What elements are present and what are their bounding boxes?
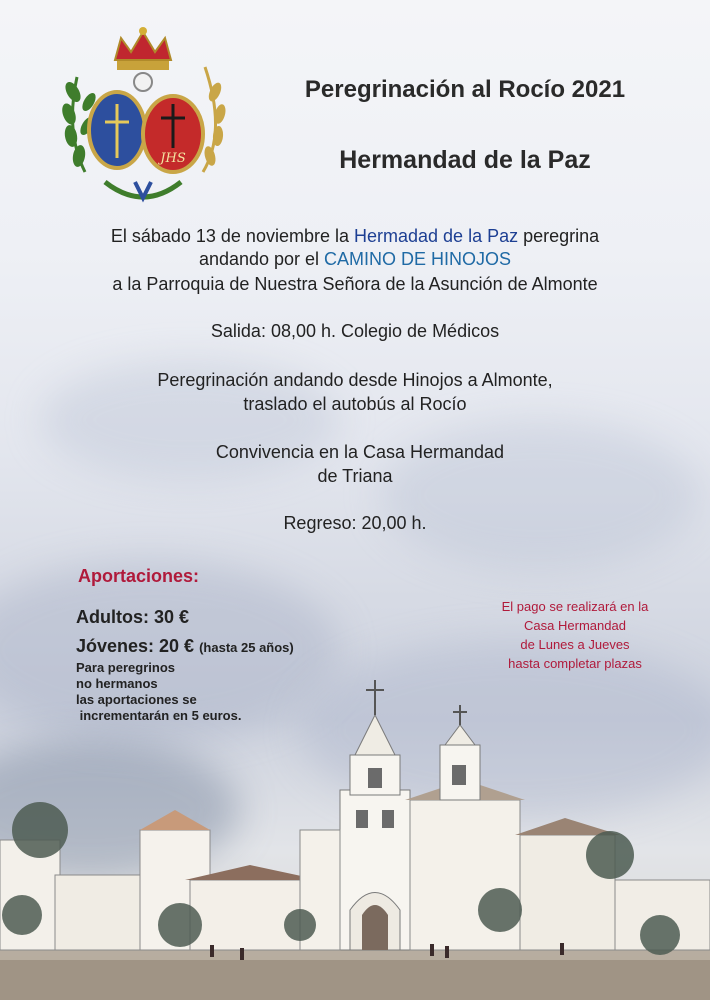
route-name: CAMINO DE HINOJOS bbox=[324, 249, 512, 269]
youth-price: Jóvenes: 20 € (hasta 25 años) bbox=[76, 636, 294, 656]
blue-shield-icon bbox=[89, 92, 145, 168]
intro-line-1: El sábado 13 de noviembre la Hermadad de la Paz peregrina bbox=[110, 226, 600, 246]
bell-tower bbox=[340, 680, 410, 950]
page-title: Peregrinación al Rocío 2021 bbox=[304, 76, 626, 103]
intro-line-2: andando por el CAMINO DE HINOJOS bbox=[198, 249, 512, 269]
crown-icon bbox=[115, 27, 171, 70]
svg-text:JHS: JHS bbox=[160, 151, 186, 166]
contributions-heading: Aportaciones: bbox=[78, 566, 200, 586]
medallion-icon bbox=[134, 73, 152, 91]
ground-shadow bbox=[0, 960, 710, 1000]
intro-line-3: a la Parroquia de Nuestra Señora de la Asunción de Almonte bbox=[112, 274, 598, 294]
walk-info-line-1: Peregrinación andando desde Hinojos a Almonte, bbox=[157, 370, 553, 390]
brotherhood-name: Hermadad de la Paz bbox=[354, 226, 519, 246]
page-subtitle: Hermandad de la Paz bbox=[339, 146, 591, 174]
walk-info-line-2: traslado el autobús al Rocío bbox=[243, 394, 467, 414]
wheat-icon bbox=[203, 67, 228, 172]
non-member-note: Para peregrinos no hermanos las aportaciones se incrementarán en 5 euros. bbox=[76, 660, 242, 723]
brotherhood-crest bbox=[55, 22, 235, 212]
adult-price: Adultos: 30 € bbox=[76, 607, 190, 627]
payment-info: El pago se realizará en la Casa Hermandad de Lunes a Jueves hasta completar plazas bbox=[501, 599, 649, 671]
gathering-info-line-1: Convivencia en la Casa Hermandad bbox=[215, 442, 505, 462]
return-info: Regreso: 20,00 h. bbox=[283, 513, 427, 533]
youth-age-note: (hasta 25 años) bbox=[199, 640, 294, 655]
red-shield-icon bbox=[143, 96, 203, 172]
shrine-illustration bbox=[0, 660, 710, 1000]
departure-info: Salida: 08,00 h. Colegio de Médicos bbox=[210, 321, 500, 341]
gathering-info-line-2: de Triana bbox=[317, 466, 393, 486]
